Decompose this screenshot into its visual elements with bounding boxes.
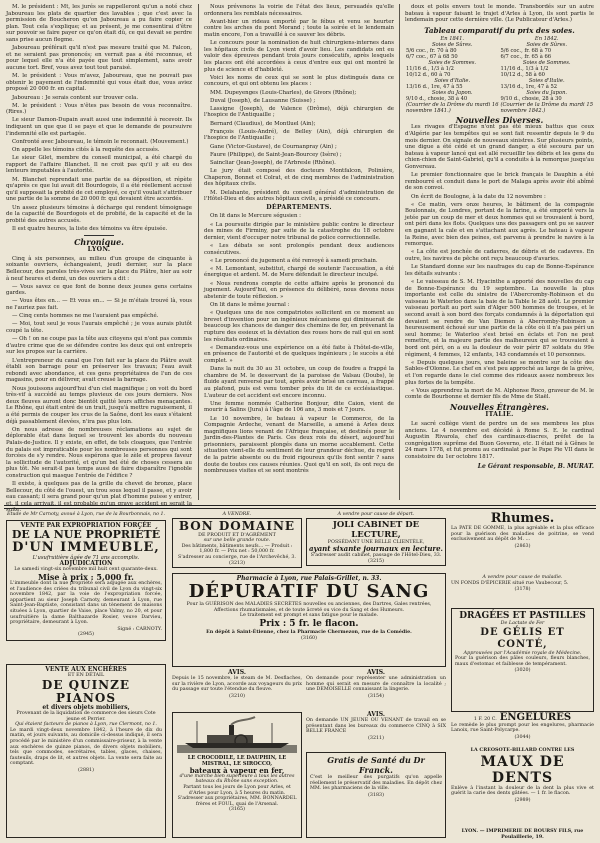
column-rule xyxy=(399,4,400,500)
paragraph: — Moi, tout seul je vous l'aurais empêché ; je vous aurais plutôt coupé la tête. xyxy=(6,321,192,335)
ad-maux-dents xyxy=(451,748,594,828)
ad-title: Gratis de Santé du Dr Franck. xyxy=(327,755,425,775)
table-cell: 9/10 d., chosie, 28 à 30 xyxy=(500,95,562,102)
ad-subtitle: Pour la GUÉRISON des MALADIES SECRÈTES nouvelles ou anciennes, des Dartres, Gales rentrées, Affections rhumatismales, et de toute âcreté ou vice du Sang et des Humeurs. xyxy=(186,602,432,613)
ad-body: UN FONDS D'ÉPICERIE situé rue Vaubecour, 5. xyxy=(451,580,569,586)
ad-bateaux-vapeur xyxy=(172,712,302,838)
table-header: En 1842. xyxy=(534,35,559,42)
paragraph: « Ce matin, vers onze heures, le bâtiment de la compagnie Boulonnais, de Londres, portant de la farine, a été emporté vers la jetée par un coup de mer et deux hommes qui se trouvaient à bord, ont péri dans les flots. Quelques uns des passagers ont pu se sauver en gagnant la cale et en s'attachant aux agrès. Le bateau à vapeur la Reine, avec bien des peines, est parvenu à prendre le navire à la remorque. xyxy=(405,201,594,248)
list-item: François (Louis-André), de Belley (Ain), déjà chirurgien de l'hospice de l'Antiquaille ; xyxy=(204,128,394,142)
list-item: Lassigne (Joseph), de Valence (Drôme), déjà chirurgien de l'hospice de l'Antiquaille ; xyxy=(204,105,394,119)
column-2 xyxy=(204,4,394,504)
ad-number: (2881) xyxy=(78,767,94,773)
printer-imprint xyxy=(451,829,594,839)
ad-header: LA CREOSOTE-BILLARD CONTRE LES xyxy=(470,747,575,753)
paragraph: « M. Lemontant, substitut, chargé de soutenir l'accusation, a été énergique et ardent. M. de Mere défendait le directeur inculpé. xyxy=(204,265,394,279)
table-cell: Soies de Sommes. xyxy=(428,59,477,66)
table-cell: 11/16 d., 1/3 à 1/2 xyxy=(500,65,549,72)
paragraph: M. Blanchet reprendait une partie de sa déposition, et répète qu'après ce que lui avait dit Bourdogois, il a été réellement accusé qu'il supposait la probité de cet employé, ce qu'il voulait s'attribuer une partie de la somme de 20 000 fr. qui devaient être accordés. xyxy=(6,176,192,203)
ad-number: (3165) xyxy=(229,807,245,813)
list-item: Gane (Victor-Gustave), de Cournanpray (Ain) ; xyxy=(210,143,337,150)
list-item: Saincliar (Jean-Joseph), de l'Arbresle (Rhône). xyxy=(210,160,336,166)
paragraph: Jaboureau : Je serais content sur trouver cela. xyxy=(12,94,139,101)
subsection-lyon: LYON. xyxy=(87,246,111,254)
column-1 xyxy=(6,4,192,514)
ad-text: Qui étaient facteurs de pianos à Lyon, rue Clermont, no 1. xyxy=(15,722,157,728)
ad-subtitle: Approuvées par l'Académie royale de Médecine. xyxy=(463,650,582,656)
ad-avis-jeune xyxy=(306,712,446,748)
ad-subtitle: bateaux à vapeur en fer, xyxy=(189,765,285,775)
paragraph: On nous adresse de nombreuses réclamations au sujet de déplorable état dans lequel se trouvent les abords du nouveau Palais-de-Justice. Il y existe, en effet, de tels cloaques, que l'entrée du palais est impraticable pour les nombreuses personnes qui sont forcées de s'y rendre. Nous espérons que le zèle et propres faveur la sollicitude de l'autorité, et qu'un bel été de choses cessera au plus tôt. Ne serait-il pas temps aussi de faire disparaître l'ignoble construction qui masque l'entrée de l'édifice ? xyxy=(6,426,192,479)
section-title-nouvelles-etrangeres: Nouvelles Étrangères. xyxy=(450,401,549,412)
ad-address: S'adresser au concierge, rue de l'Archevêché, 3. xyxy=(178,554,296,560)
ad-title: AVIS. xyxy=(228,669,246,676)
ad-text: En dépôt à Saint-Étienne, chez la Pharmacie Chermezon, rue de la Comédie. xyxy=(206,628,412,635)
paragraph: Une femme nommée Catherine Bonjour, dite Caion, vient de mourir à Salins (Jura) à l'âge de 106 ans, 3 mois et 7 jours. xyxy=(204,400,394,414)
printer-line: LYON. — IMPRIMERIE DE BOURSY FILS, rue Poulaillerie, 19. xyxy=(461,828,584,840)
paragraph: On appelle les témoins cités à la requête des accusés. xyxy=(12,147,160,154)
paragraph: Le Standard donne sur les naufrages du cap de Bonne-Espérance les détails suivants : xyxy=(405,264,594,277)
ad-price: Mise à prix : 5,000 fr. xyxy=(38,571,134,582)
ad-title-large: DÉPURATIF DU SANG xyxy=(188,581,430,603)
paragraph: « Depuis quelques jours, une baleine se montre sur la côte des Sables-d'Olonne. Le chef en s'est peu approché au large de la grève, et l'on regarde dans le ciel comme des rideaux assez nombreux les plus fortes de la tempête. xyxy=(405,359,594,386)
paragraph: Il est quatre heures, la liste des témoins va être épuisée. xyxy=(12,225,168,232)
ad-title-large: DE LA NUE PROPRIÉTÉ xyxy=(11,527,161,541)
list-item: MM. Dupeyenges (Louis-Charles), de Givors (Rhône); xyxy=(210,89,357,96)
paragraph: « Vous apprendrez la mort de M. Alphonse Roco, graveur de M. le comte de Bourbonne et dernier fils de Mme de Staël. xyxy=(405,387,594,401)
ad-number: (3183) xyxy=(368,792,384,798)
table-title: Tableau comparatif du prix des soies. xyxy=(424,25,575,35)
ad-avis-steam xyxy=(172,670,302,708)
paragraph: « La poursuite dirigée par le ministère public contre le directeur des mines de Firminy, par suite de la catastrophe du 18 octobre dernier, vient d'occuper notre tribunal de police correctionnelle. xyxy=(204,221,394,241)
ad-subtitle: DE PRODUIT ET D'AGRÉMENT xyxy=(198,532,276,538)
ad-body: Le remède le plus prompt pour les engelures, pharmacie Lanoix, rue Saint-Polycarpe. xyxy=(451,722,594,734)
ad-number: (3178) xyxy=(514,587,531,593)
paragraph: Nous jouissons aujourd'hui d'un ciel magnifique ; on voit du bord très-vif à succédé au temps pluvieux de ces jours derniers. Nos deux fleuves auront donc bientôt quitté leurs affiches menaçantes. Le Rhône, qui était entré de un trait, jusqu'à mettre ruguisement, il a été permis de couper les crus de la Saône, dont les eaux s'étaient déjà passablement élevées, n'ira pas plus loin. xyxy=(6,385,192,425)
ad-title: AVIS. xyxy=(367,711,385,718)
table-cell: 10/12 d., 58 à 60 xyxy=(500,71,545,78)
ad-number: (3154) xyxy=(368,693,384,699)
ad-rhumes xyxy=(451,512,594,572)
ad-header: A vendre pour cause de maladie. xyxy=(482,575,563,580)
table-header: En 1841. xyxy=(440,35,465,42)
ad-number: (3215) xyxy=(368,558,384,564)
ad-title-large: DE QUINZE PIANOS xyxy=(41,677,131,705)
table-subheader: Soies de Sûres. xyxy=(526,41,567,48)
paragraph: Le concours pour la nomination de huit chirurgiens-internes dans les hôpitaux civils de Lyon vient d'avoir lieu. Les candidats ont eu valoir des épreuves pendant trois jours consécutifs, après lesquels les places ont été accordées à ceux d'entre eux qui ont montré le plus de science et d'habileté. xyxy=(204,40,394,73)
ad-title-large: D'UN IMMEUBLE, xyxy=(12,539,160,555)
paragraph: Le jury était composé des docteurs Montfalcon, Polinière, Chaperon, Bonnet et Colrat, et de cinq membres de l'administration des hôpitaux civils. xyxy=(204,168,394,188)
ad-address: S'adresser aux propriétaires, MM. BONNARDEL frères et FOUL, quai de l'Arsenal. xyxy=(177,796,297,807)
ad-title-large: DRAGÉES ET PASTILLES xyxy=(459,611,586,621)
ad-engelures xyxy=(451,712,594,745)
ad-expropriation xyxy=(6,512,166,660)
paragraph: Les rivages d'Espagne n'ont pas été mieux battus que ceux d'Algérie par les tempêtes qui se sont fait ressentir depuis le 9 du mois dernier. On signale de nouveaux sinistres. Sur plusieurs points, une digue a été cédé et un grand danger, a été secouru par un bateau à vapeur lancé qui est allé recueillir les débris et les gens du chien-chien de Saint-Gabriel, qu'il a conduits à la remorque jusqu'au Gonvereau. xyxy=(405,124,594,170)
table-cell: 5/6 coc., fr. 68 à 70 xyxy=(500,47,552,54)
ad-grains-sante xyxy=(306,752,446,838)
ad-number: (2863) xyxy=(514,543,531,549)
ad-body: C'est le meilleur des purgatifs qu'on appelle réellement le préservatif des maladies. En dépôt chez MM. les pharmaciens de la ville. xyxy=(310,775,442,792)
column-3 xyxy=(405,4,594,504)
paragraph: doux et polis envers tout le monde. Transbordés sur un autre bateau à vapeur faisant le trajet d'Arles à Lyon, ils sont partis le lendemain pour cette dernière ville. (Le Publicateur d'Arles.) xyxy=(405,4,594,24)
ad-subtitle: ET EN DÉTAIL xyxy=(67,673,105,679)
ad-body: Depuis le 15 novembre, le steam de M. Desflaches, sur la rivière de Lyon, accorde aux voyageurs du prix du passage sur toute l'étendue du fleuve. xyxy=(172,676,302,693)
ad-signer: Signé : CARNOTY. xyxy=(117,626,162,632)
paragraph: Le 10 novembre, le bateau à vapeur le Commerce, de la Compagnie Ardeche, venant de Marseille, a amené à Arles deux magnifiques lions venant de l'Afrique française, et destinés pour le Jardin-des-Plantes de Paris. Ces deux rois du désert, aujourd'hui prisonniers, paraissent plongés dans un morne accablement. Cette situation vient-elle du sentiment de leur grandeur déchue, du regret de la patrie absente ou du froid rigoureux qu'ils font sentir ? sans doute de toutes ces causes réunies. Quoi qu'il en soit, ils ont reçu de nombreuses visites et se sont montrés xyxy=(204,415,394,475)
ad-box xyxy=(172,518,302,569)
ad-subtitle: sur une belle grande route. xyxy=(203,538,271,544)
ad-subtitle: et divers objets mobiliers, xyxy=(42,703,130,711)
paragraph: — Cinq cents hommes ne me l'auraient pas empêché. xyxy=(12,313,159,320)
ad-price: Prix : 5 fr. le flacon. xyxy=(259,618,359,629)
list-item: Duval (Joseph), de Lausanne (Suisse) ; xyxy=(210,97,316,104)
paragraph: — Vous savez ce que font de bonne deux jeunes gens certains gardes. xyxy=(6,283,192,297)
section-title-chronique: Chronique. xyxy=(74,236,124,247)
table-cell: Soies d'Italie. xyxy=(528,77,565,84)
paragraph: « Demandez-vous une expérience on a été faite à l'hôtel-de-ville, en présence de l'autorité et de quelques ingénieurs ; le succès a été complet. » xyxy=(204,344,394,364)
ad-body: Enlève à l'instant la douleur de la dent la plus vive et guérit la carie des dents gâtées. — 1 fr. le flacon. xyxy=(451,785,594,797)
ad-number: (3160) xyxy=(301,635,317,641)
paragraph: Le sieur Damon-Dupain avait aussi une indemnité à recevoir. Ils indiquent un que que il se paye et que le demande de poursuivre l'indemnité elle est partagée. xyxy=(6,117,192,137)
column-rule xyxy=(198,4,199,500)
table-cell: 10/12 d., 60 à 70 xyxy=(406,71,451,78)
divider xyxy=(84,235,114,236)
ad-text: Le samedi vingt-six novembre mil huit cent quarante-deux. xyxy=(14,567,158,573)
table-cell: 5/6 coc., fr. 70 à 80 xyxy=(406,47,457,54)
ad-title-large: BON DOMAINE xyxy=(178,518,296,533)
paragraph: On écrit de Boulogne, à la date du 12 novembre : xyxy=(411,193,546,200)
ad-number: (3020) xyxy=(514,668,531,674)
ad-number: (3210) xyxy=(229,693,245,699)
ad-number: (2989) xyxy=(514,797,531,803)
list-item: Bernard (Claudius), de Montluel (Ain); xyxy=(210,120,316,127)
ad-body: L'immeuble dont la nue propriété sera adjugée aux enchères, et l'audience des criées du tribunal civil de Lyon du vingt-six novembre 1842, par la voie de l'expropriation forcée, appartient au sieur Joseph Carnoty, demeurant à Lyon, rue Saint-Jean-Baptiste, consistant dans un tènement de maisons situées à Lyon, quartier de Vaise, place Valmy, no 20, et pour usufruitière la dame Balthazarde Rosier, veuve Darvieu, propriétaire, demeurant à Lyon. xyxy=(10,581,162,626)
table-cell: Soies de Sommes. xyxy=(522,59,571,66)
ad-body: La PATE DE GOMME, la plus agréable et la plus efficace pour la guérison des maladies de poitrine, se vend exclusivement au dépôt de M. … xyxy=(451,526,594,543)
section-divider xyxy=(4,505,596,506)
ad-title-large: MAUX DE DENTS xyxy=(480,753,565,786)
list-item: Faure (Philippe), de Saint-Jean-Bourcey (Isère) ; xyxy=(210,151,342,158)
ad-title: VENTE PAR EXPROPRIATION FORCÉE xyxy=(20,521,152,529)
table-cell: Soies d'Italie. xyxy=(434,77,471,84)
ad-title: LE CROCODILE, LE DAUPHIN, LE MISTRAL, LE SIROCCO, xyxy=(187,755,287,768)
table-cell: 6/7 coc., fr. 65 à 66 xyxy=(500,53,552,60)
paragraph: Confronté avec Jaboureau, le témoin le reconnait. (Mouvement.) xyxy=(12,138,189,145)
subsection-departements: DÉPARTEMENTS. xyxy=(266,203,332,211)
section-title-nouvelles-diverses: Nouvelles Diverses. xyxy=(455,114,544,125)
silk-price-table xyxy=(405,26,594,114)
paragraph: Dans la nuit du 30 au 31 octobre, un coup de foudre a frappé la chambre de M. le desservant de la paroisse de Valsau (Doubs), le fluide ayant renversé par tout, après avoir brisé un carreau, a frappé au plafond, puis est venu tomber près du lit de ce ecclésiastique. L'auteur de cet accident est encore inconnu. xyxy=(204,366,394,399)
subsection-italie: ITALIE. xyxy=(485,411,514,419)
ad-subtitle: POSSÉDANT UNE BELLE CLIENTÈLE, xyxy=(327,539,425,545)
ad-pianos xyxy=(6,664,166,838)
ad-header: A vendre pour cause de départ. xyxy=(337,512,415,517)
paragraph: Le premier fonctionnaire que le brick français le Dauphin a été rembourré et conduit dans le port de Malaga après avoir été abîmé de son convoi. xyxy=(405,172,594,192)
ad-bon-domaine xyxy=(172,512,302,570)
ad-subtitle: ADJUDICATION xyxy=(59,560,113,567)
ad-price: 1 F. 20 C. xyxy=(473,717,497,722)
ad-text: Le traitement est prompt et sans fatigue pour le malade. xyxy=(239,613,379,619)
paragraph: M. Delahante, président du conseil général d'administration de l'Hôtel-Dieu et des autres hôpitaux civils, a présidé ce concours. xyxy=(204,189,394,203)
ad-body: Pour la guérison des pâles couleurs, fleurs blanches, maux d'estomac et faiblesse de tempérament. xyxy=(455,656,590,667)
signature-line: Le Gérant responsable, B. MURAT. xyxy=(477,462,594,470)
ad-title-large: ENGELURES xyxy=(499,712,572,723)
ad-dragees xyxy=(451,608,594,712)
paragraph: M. le président : Vous n'êtes pas besoin de vous reconnaître. (Rires.) xyxy=(6,102,192,116)
paragraph: Avant-hier un rideau emporté par le fébus et venu se heurter contre les arches du pont Morand ; toute la soirée et le lendemain matin encore, l'on a travaillé à ce sauver les débris. xyxy=(204,18,394,38)
paragraph: « Le prononcé du jugement a été renvoyé à samedi prochain. xyxy=(210,257,378,264)
table-cell: 13/16 d., 1re, 47 à 55 xyxy=(406,83,463,90)
ad-depuratif xyxy=(172,573,446,667)
ad-text: d'une marche bien supérieure à tous les autres bateaux du Rhône sans exception. xyxy=(179,773,295,785)
table-cell: Soies du Japon. xyxy=(431,89,473,96)
paragraph: Cinq à six personnes, au milieu d'un groupe de cinquante à soixante ouvriers, échangeaient, jeudi dernier, sur la place Bellecour, des paroles très-vives sur la place du Plâtre, hier au soir à neuf heures et demi, un des ouvriers a dit : xyxy=(6,255,192,282)
paragraph: « La côte est jonchée de cadavres, de débris et de cadavres. En outre, les navires de pêche ont reçu beaucoup d'avaries. xyxy=(405,249,594,263)
ad-title-large: JOLI CABINET DE LECTURE, xyxy=(332,519,420,540)
paragraph: Nous prévenons la voirie de l'état des lieux, persuadés qu'elle ordonnera les remblais nécessaires. xyxy=(204,4,394,17)
paragraph: Le sieur Gilet, membre du conseil municipal, a été chargé du rapport de l'affaire Blanchet. Il ne croit pas qu'il y ait eu des lenteurs imputables à l'autorité. xyxy=(6,155,192,175)
paragraph: On lit dans le même journal : xyxy=(210,302,290,309)
ad-body: Le mardi vingt-deux novembre 1842, à l'heure de dix du matin, et jours suivants, au domicile ci-dessus indiqué, il sera procédé par le ministère d'un commissaire-priseur, à la vente aux enchères de quinze pianos, de divers objets mobiliers, tels que commodes, secrétaires, tables, glaces, chaises, fauteuils, draps de lit, et autres objets. La vente sera faite au comptant. xyxy=(10,727,162,767)
paragraph: « Le vaisseau de S. M. Hyacinthe a apporté des nouvelles du cap de Bonne-Espérance du 19 septembre. La nouvelle la plus importante est celle du sinistre de l'Abercromby-Robinson et du vaisseau le Waterloo dans la baie de la Table le 28 août. Le premier vaisseau portait au port sain d'Alger 500 hommes de troupes, et le second avait à son bord des forçats condamnés à la déportation qui devaient se rendre de Van Diemen à Aberromby-Robinson a heureusement échoué sur une partie de la côte où il n'a pas péri un seul homme; le Waterloo s'est brisé en éclats et l'on ne peut remettre, et la majeure partie des malheureux qui se trouvaient à bord ont péri, on a eu la douleur de voir périr 87 soldats du 99e régiment, 4 femmes, 12 enfants, 143 condamnés et 10 personnes. xyxy=(405,279,594,358)
paragraph: Voici les noms de ceux qui se sont le plus distingués dans ce concours, et qui ont obtenu les places : xyxy=(204,74,394,88)
table-cell: 13/16 d., 1re, 47 à 52 xyxy=(500,83,558,90)
ad-subtitle: ayant sixante journaux en lecture. xyxy=(309,544,443,554)
ad-box xyxy=(306,518,446,567)
ad-text: Partant tous les jours de Lyon pour Arles, et d'Arles pour Lyon, à 5 heures du matin. xyxy=(183,785,291,796)
ad-number: (3213) xyxy=(229,560,245,566)
ad-address: S'adresser audit cabinet, passage de l'Hôtel-Dieu, 33. xyxy=(310,553,442,559)
ad-title: AVIS. xyxy=(367,669,385,676)
paragraph: — Vous êtes en... — Et vous en... — Si je m'étais trouvé là, vous ne l'auriez pas fait. xyxy=(6,298,192,312)
paragraph: « Nous rendrons compte de cette affaire après le prononcé du jugement. Aujourd'hui, en présence du délibéré, nous devons nous abstenir de toute réflexion. » xyxy=(204,280,394,300)
table-cell: Soies du Japon. xyxy=(526,89,568,96)
section-divider xyxy=(4,508,596,509)
paragraph: Le sacré collège vient de perdre un de ses membres les plus anciens. Le 4 novembre est décédé à Rome S. E. le cardinal Augustin Rivarola, chef des cardinaux-diacres, préfet de la congrégation suprême del Buon Governo, etc. Il était né à Gênes le 24 mars 1778, et fut promu au cardinalat par le Pape Pie VII dans le consistoire du 1er octobre 1817. xyxy=(405,421,594,461)
table-cell: 11/16 d., 1/3 à 1/2 xyxy=(406,65,454,72)
ad-title-row xyxy=(451,712,594,723)
table-cell: 6/7 coc., 67 à 68 50 xyxy=(406,53,458,60)
ad-subtitle: De Lactate de Fer xyxy=(500,621,545,626)
ad-body: On demande pour représenter une administration un homme qui serait en mesure de connaître la localité ; une DEMOISELLE connaissant la lingerie. xyxy=(306,676,446,693)
paragraph: « Quelques uns de nos compatriotes sollicitent en ce moment au brevet d'invention pour un ingénieux mécanisme qui diminuerait de beaucoup les chances de danger des chemins de fer, en prévenant la rupture des essieux et la déviation des roues hors de rail qui en sont les résultats ordinaires. xyxy=(204,310,394,343)
ad-avis-demande xyxy=(306,670,446,708)
ad-number: (3211) xyxy=(368,735,384,741)
paragraph: On lit dans le Mercure ségusien : xyxy=(210,213,301,220)
ad-subtitle: L'usufruitière âgée de 71 ans accomplis. xyxy=(32,554,140,561)
ad-title: VENTE AUX ENCHÈRES xyxy=(45,666,127,673)
ad-number: (3044) xyxy=(514,734,531,740)
ad-epicerie xyxy=(451,575,594,605)
table-cell: 9/10 d., chosie, 38 à 40 xyxy=(406,95,468,102)
ad-body: On demande UN JEUNE OU VENANT de travail en se présentant dans les bureaux du commerce CINQ à SIX BELLE FRANCE xyxy=(306,718,446,735)
table-footnote: (Courrier de la Drôme du mardi 15 novembre 1842.) xyxy=(500,101,593,114)
paragraph: Il existe, à quelques pas de la grille du chevet de bronze, place Bellecour, du côté de l'ouest, un trou sous lequel il passe, et y avoir eau cassant; il sera grand pour qu'un plat d'homme puisse y entrer, et, il cela arrivait, il est probable qu'un grave accident en serait la suite. xyxy=(6,481,192,514)
ad-header: Pharmacie à Lyon, rue Palais-Grillet, n. 33. xyxy=(236,575,382,582)
ad-box xyxy=(6,520,166,641)
ad-header: A VENDRE. xyxy=(222,512,252,517)
steamboat-illustration xyxy=(177,715,297,753)
ad-title-large: Rhumes. xyxy=(490,511,555,526)
ad-number: (2945) xyxy=(78,632,94,638)
paragraph: Jaboureau préférait qu'il n'est pas mesure traité que M. Falcon, et ne seraient pas prononcés; en verrait pas a été reconnue, et pour lequel elle n'a été payée que tout simplement, sans avoir aucune tort. Bref, vous avez tout tout paraisé. xyxy=(6,45,192,71)
ad-header: Etude de Mr Carnoty, avoué à Lyon, rue de la Bourbonnais, no 1. xyxy=(6,512,166,517)
ad-body: Des bâtiments, bâtiments neufs… — Produit : 1,800 fr. — Prix net : 50,000 fr. xyxy=(181,543,293,555)
ad-cabinet-lecture xyxy=(306,512,446,570)
paragraph: M. le président : Vous m'avez, Jaboureau, que ne pouvait pas obtenir le payement de l'indemnité qui vous était due, vous aviez proposé 20 000 fr. en capital. xyxy=(6,73,192,93)
table-subheader: Soies de Sûres. xyxy=(431,41,473,48)
ad-title-large: DE GÉLIS ET CONTÉ, xyxy=(480,626,565,650)
paragraph: — Oh ! on ne coupe pas la tête aux citoyens qui n'ont pas commis d'autre crime que de se défendre contre les deux qui ont entrepris sur les propos sur la carrière. xyxy=(6,336,192,356)
paragraph: L'entrepreneur du canal que l'on fait sur la place du Plâtre avait établi son barrage pour en préserver les travaux; l'eau avait rebondi avec abondance, et ces gens propriétaires de l'un de ces magasins, pour en délivrer, avait creusé la barrage. xyxy=(6,357,192,384)
table-footnote: (Courrier de la Drôme du mardi 16 novembre 1841.) xyxy=(406,101,499,114)
ad-text: Provenant de la liquidation de commerce des sieurs Cote jeune et Perrier. xyxy=(16,711,156,722)
paragraph: Un assez plusieurs témoins à décharge qui rendent témoignage de la capacité de Bourdogois et de probité, de la capacité et de la probité des autres accusés. xyxy=(6,204,192,224)
paragraph: « Les débats se sont prolongés pendant deux audiences consécutives. xyxy=(204,242,394,256)
paragraph: M. le président : Mt, les jurés se rappelleront qu'un a noté chez Jaboureau les plats de quartier des lavables ; que c'est avec la permission de Boucheron qu'on Jaboureau a pu faire copier ce plan. Tout cela s'explique; et au présent, je me consentirai d'être sur pouvoir se faire payer ce qu'on était dû, ce qui devait se perdre sans prise aucun flegme. xyxy=(6,4,192,43)
